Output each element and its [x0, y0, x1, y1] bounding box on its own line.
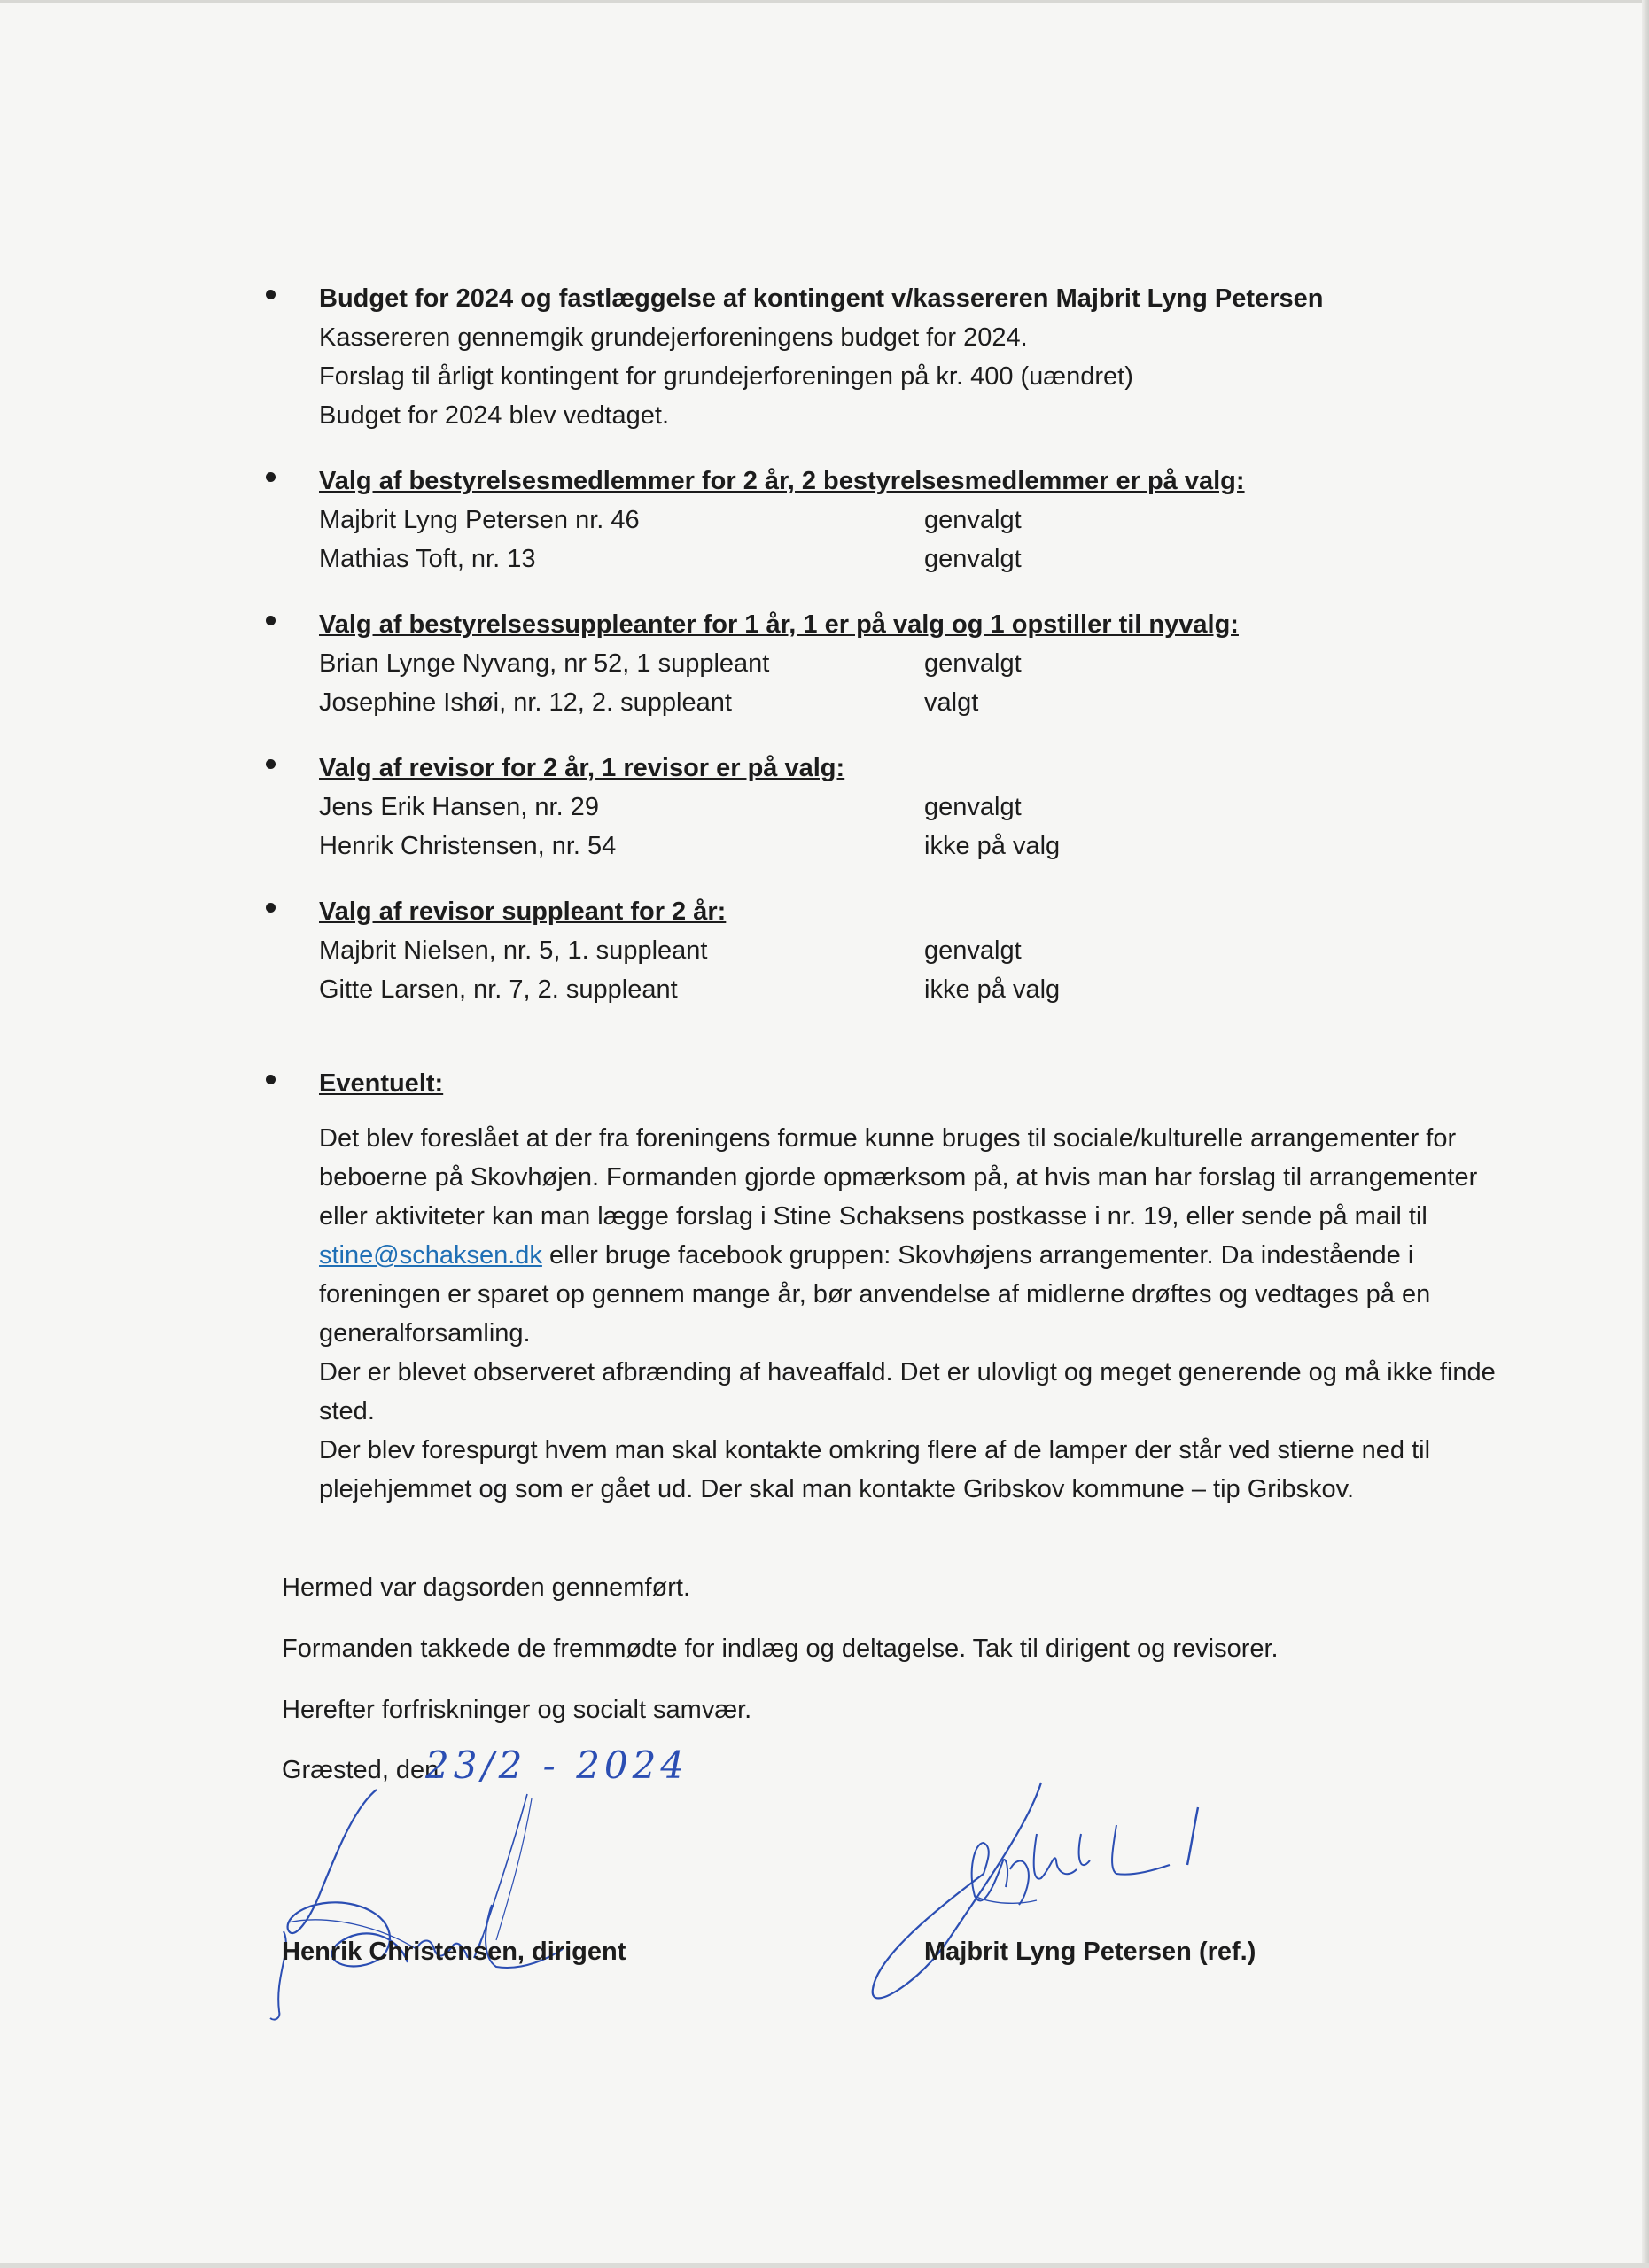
bullet-icon: [266, 759, 276, 769]
agenda-item-board-members: [266, 462, 1524, 579]
item-line: Kassereren gennemgik grundejerforeningens budget for 2024.: [319, 323, 1028, 352]
signature-name-right: Majbrit Lyng Petersen (ref.): [924, 1938, 1256, 1966]
scan-edge-bottom: [0, 2263, 1649, 2268]
closing-line: Formanden takkede de fremmødte for indlæg og deltagelse. Tak til dirigent og revisorer.: [282, 1635, 1279, 1663]
item-line: Forslag til årligt kontingent for grundejerforeningen på kr. 400 (uændret): [319, 362, 1133, 391]
paragraph-garden-waste: Der er blevet observeret afbrænding af haveaffald. Det er ulovligt og meget generende og må ikke finde sted.: [319, 1358, 1496, 1425]
paragraph-text: eller bruge facebook gruppen: Skovhøjens arrangementer. Da indestående i foreningen er sparet op gennem mange år, bør anvendelse af midlerne drøftes og vedtages på en generalforsamling.: [319, 1241, 1431, 1348]
candidate-name: Jens Erik Hansen, nr. 29: [319, 793, 599, 821]
minutes-content: [266, 279, 1524, 1535]
election-status: genvalgt: [924, 545, 1022, 573]
agenda-item-board-substitutes: [266, 605, 1524, 722]
election-status: genvalgt: [924, 649, 1022, 678]
agenda-item-auditor-substitute: [266, 892, 1524, 1009]
place-date-label: Græsted, den: [282, 1756, 439, 1784]
bullet-icon: [266, 472, 276, 482]
election-row: [319, 827, 1524, 866]
scan-edge-top: [0, 0, 1649, 3]
bullet-icon: [266, 290, 276, 299]
candidate-name: Mathias Toft, nr. 13: [319, 545, 536, 573]
paragraph-street-lamps: Der blev forespurgt hvem man skal kontakte omkring flere af de lamper der står ved stierne ned til plejehjemmet og som er gået ud. Der skal man kontakte Gribskov kommune – tip Gribskov.: [319, 1436, 1431, 1503]
election-status: genvalgt: [924, 793, 1022, 821]
election-row: [319, 931, 1524, 970]
election-status: valgt: [924, 688, 979, 717]
election-status: ikke på valg: [924, 832, 1061, 860]
candidate-name: Majbrit Lyng Petersen nr. 46: [319, 506, 640, 534]
election-row: [319, 970, 1524, 1009]
item-heading: Valg af bestyrelsessuppleanter for 1 år, 1 er på valg og 1 opstiller til nyvalg:: [319, 610, 1239, 639]
agenda-item-budget: [266, 279, 1524, 435]
bullet-icon: [266, 1075, 276, 1084]
closing-line: Hermed var dagsorden gennemført.: [282, 1573, 690, 1602]
item-heading: Eventuelt:: [319, 1069, 444, 1098]
signature-left-icon: [257, 1772, 611, 2029]
email-link[interactable]: stine@schaksen.dk: [319, 1241, 542, 1270]
candidate-name: Brian Lynge Nyvang, nr 52, 1 suppleant: [319, 649, 770, 678]
bullet-icon: [266, 903, 276, 913]
agenda-item-auditor: [266, 749, 1524, 866]
item-heading: Valg af bestyrelsesmedlemmer for 2 år, 2 bestyrelsesmedlemmer er på valg:: [319, 467, 1245, 495]
candidate-name: Majbrit Nielsen, nr. 5, 1. suppleant: [319, 936, 708, 965]
agenda-item-any-other-business: [266, 1064, 1524, 1509]
candidate-name: Josephine Ishøi, nr. 12, 2. suppleant: [319, 688, 732, 717]
election-row: [319, 540, 1524, 579]
election-row: [319, 501, 1524, 540]
election-row: [319, 683, 1524, 722]
signature-name-left: Henrik Christensen, dirigent: [282, 1938, 626, 1966]
election-row: [319, 644, 1524, 683]
item-heading: Budget for 2024 og fastlæggelse af kontingent v/kassereren Majbrit Lyng Petersen: [319, 284, 1324, 313]
closing-line: Herefter forfriskninger og socialt samvær.: [282, 1696, 752, 1724]
handwritten-date: 23/2 - 2024: [425, 1744, 689, 1787]
item-line: Budget for 2024 blev vedtaget.: [319, 401, 670, 430]
item-heading: Valg af revisor for 2 år, 1 revisor er på valg:: [319, 754, 845, 782]
election-row: [319, 788, 1524, 827]
paragraph-activities: [319, 1119, 1524, 1353]
election-status: ikke på valg: [924, 975, 1061, 1004]
paragraph-text: Det blev foreslået at der fra foreningens formue kunne bruges til sociale/kulturelle arrangementer for beboerne på Skovhøjen. Formanden gjorde opmærksom på, at hvis man har forslag til arrangementer eller aktiviteter kan man lægge forslag i Stine Schaksens postkasse i nr. 19, eller sende på mail til: [319, 1124, 1478, 1231]
bullet-icon: [266, 616, 276, 625]
signature-right-icon: [851, 1772, 1223, 2020]
item-heading: Valg af revisor suppleant for 2 år:: [319, 897, 727, 926]
scan-edge-right: [1642, 0, 1649, 2268]
candidate-name: Henrik Christensen, nr. 54: [319, 832, 617, 860]
election-status: genvalgt: [924, 936, 1022, 965]
election-status: genvalgt: [924, 506, 1022, 534]
candidate-name: Gitte Larsen, nr. 7, 2. suppleant: [319, 975, 678, 1004]
